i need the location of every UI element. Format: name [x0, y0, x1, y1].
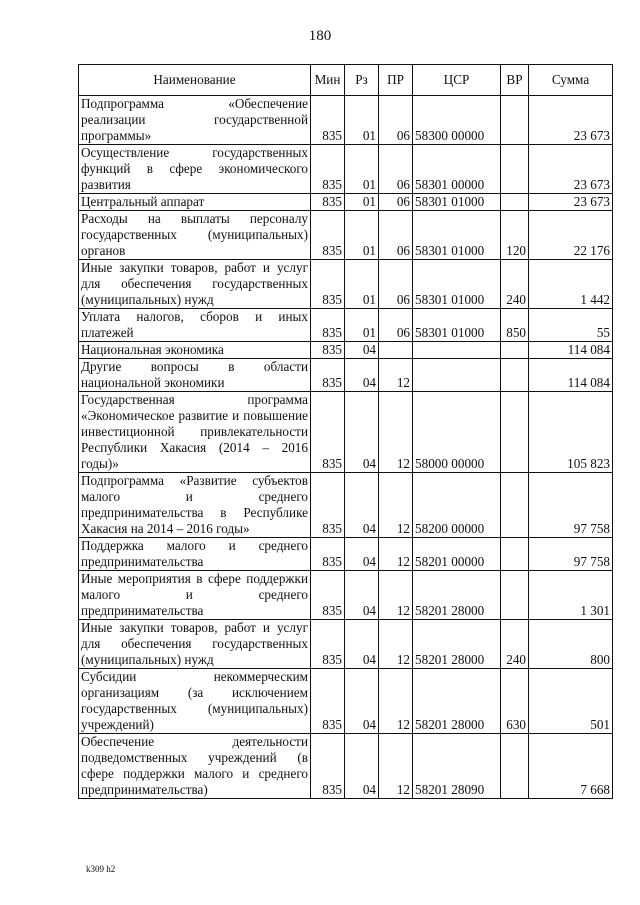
table-row	[79, 96, 613, 145]
row-sum-cell: 800	[529, 620, 613, 669]
row-name-cell: Субсидии некоммерческим организациям (за исключением государственных (муниципальных) учреждений)	[79, 669, 311, 734]
page-number: 180	[308, 28, 332, 44]
row-csr-cell: 58201 28090	[413, 734, 501, 799]
row-sum-cell: 114 084	[529, 359, 613, 392]
row-vr-cell	[501, 96, 529, 145]
table-row	[79, 620, 613, 669]
row-name-cell: Уплата налогов, сборов и иных платежей	[79, 309, 311, 342]
header-name: Наименование	[79, 65, 311, 96]
row-sum-cell: 105 823	[529, 392, 613, 473]
footer-code: k309 h2	[86, 864, 116, 874]
row-min-cell: 835	[311, 309, 345, 342]
table-row	[79, 260, 613, 309]
row-min-cell: 835	[311, 473, 345, 538]
row-csr-cell: 58201 28000	[413, 571, 501, 620]
header-pr: ПР	[379, 65, 413, 96]
table-row	[79, 211, 613, 260]
row-pr-cell: 12	[379, 538, 413, 571]
row-csr-cell	[413, 342, 501, 359]
table-header-row	[79, 65, 613, 96]
row-rz-cell: 01	[345, 260, 379, 309]
row-csr-cell: 58201 00000	[413, 538, 501, 571]
row-sum-cell: 1 301	[529, 571, 613, 620]
row-pr-cell: 06	[379, 260, 413, 309]
row-rz-cell: 01	[345, 194, 379, 211]
row-csr-cell: 58301 00000	[413, 145, 501, 194]
row-vr-cell: 850	[501, 309, 529, 342]
row-rz-cell: 04	[345, 359, 379, 392]
row-min-cell: 835	[311, 734, 345, 799]
row-vr-cell	[501, 392, 529, 473]
row-name-cell: Иные закупки товаров, работ и услуг для обеспечения государственных (муниципальных) нужд	[79, 260, 311, 309]
row-rz-cell: 04	[345, 392, 379, 473]
row-pr-cell: 12	[379, 392, 413, 473]
row-csr-cell: 58200 00000	[413, 473, 501, 538]
row-vr-cell: 240	[501, 260, 529, 309]
row-rz-cell: 04	[345, 571, 379, 620]
row-pr-cell: 12	[379, 571, 413, 620]
row-vr-cell	[501, 194, 529, 211]
row-pr-cell: 06	[379, 96, 413, 145]
row-rz-cell: 04	[345, 669, 379, 734]
row-name-cell: Подпрограмма «Обеспечение реализации государственной программы»	[79, 96, 311, 145]
table-row	[79, 342, 613, 359]
row-min-cell: 835	[311, 669, 345, 734]
row-min-cell: 835	[311, 96, 345, 145]
row-sum-cell: 501	[529, 669, 613, 734]
table-row	[79, 669, 613, 734]
table-row	[79, 571, 613, 620]
row-min-cell: 835	[311, 342, 345, 359]
table-row	[79, 309, 613, 342]
row-sum-cell: 114 084	[529, 342, 613, 359]
row-min-cell: 835	[311, 145, 345, 194]
header-csr: ЦСР	[413, 65, 501, 96]
row-vr-cell: 630	[501, 669, 529, 734]
table-row	[79, 145, 613, 194]
row-csr-cell: 58301 01000	[413, 194, 501, 211]
row-sum-cell: 97 758	[529, 473, 613, 538]
row-rz-cell: 04	[345, 734, 379, 799]
header-vr: ВР	[501, 65, 529, 96]
budget-table	[78, 64, 613, 799]
row-sum-cell: 22 176	[529, 211, 613, 260]
row-pr-cell: 12	[379, 359, 413, 392]
row-min-cell: 835	[311, 538, 345, 571]
header-sum: Сумма	[529, 65, 613, 96]
header-rz: Рз	[345, 65, 379, 96]
row-rz-cell: 01	[345, 145, 379, 194]
row-rz-cell: 01	[345, 309, 379, 342]
row-name-cell: Национальная экономика	[79, 342, 311, 359]
table-body	[79, 96, 613, 799]
row-sum-cell: 7 668	[529, 734, 613, 799]
row-pr-cell: 12	[379, 473, 413, 538]
row-csr-cell: 58000 00000	[413, 392, 501, 473]
row-csr-cell: 58301 01000	[413, 260, 501, 309]
row-sum-cell: 23 673	[529, 194, 613, 211]
row-name-cell: Иные закупки товаров, работ и услуг для обеспечения государственных (муниципальных) нужд	[79, 620, 311, 669]
table-row	[79, 538, 613, 571]
row-sum-cell: 23 673	[529, 96, 613, 145]
row-rz-cell: 04	[345, 538, 379, 571]
row-pr-cell: 06	[379, 211, 413, 260]
row-csr-cell: 58301 01000	[413, 211, 501, 260]
row-sum-cell: 55	[529, 309, 613, 342]
row-name-cell: Другие вопросы в области национальной экономики	[79, 359, 311, 392]
row-name-cell: Обеспечение деятельности подведомственных учреждений (в сфере поддержки малого и среднего предпринимательства)	[79, 734, 311, 799]
row-sum-cell: 97 758	[529, 538, 613, 571]
row-csr-cell	[413, 359, 501, 392]
row-vr-cell	[501, 359, 529, 392]
row-csr-cell: 58301 01000	[413, 309, 501, 342]
row-rz-cell: 04	[345, 473, 379, 538]
row-pr-cell: 06	[379, 194, 413, 211]
row-min-cell: 835	[311, 571, 345, 620]
row-csr-cell: 58201 28000	[413, 620, 501, 669]
row-rz-cell: 01	[345, 96, 379, 145]
table-row	[79, 392, 613, 473]
row-pr-cell: 06	[379, 309, 413, 342]
row-min-cell: 835	[311, 260, 345, 309]
row-csr-cell: 58201 28000	[413, 669, 501, 734]
row-vr-cell	[501, 571, 529, 620]
row-sum-cell: 23 673	[529, 145, 613, 194]
row-min-cell: 835	[311, 194, 345, 211]
row-rz-cell: 01	[345, 211, 379, 260]
row-name-cell: Подпрограмма «Развитие субъектов малого и среднего предпринимательства в Республике Хакасия на 2014 – 2016 годы»	[79, 473, 311, 538]
row-vr-cell	[501, 145, 529, 194]
row-vr-cell	[501, 342, 529, 359]
row-name-cell: Поддержка малого и среднего предпринимательства	[79, 538, 311, 571]
row-pr-cell: 12	[379, 734, 413, 799]
row-sum-cell: 1 442	[529, 260, 613, 309]
row-min-cell: 835	[311, 359, 345, 392]
row-csr-cell: 58300 00000	[413, 96, 501, 145]
row-pr-cell: 06	[379, 145, 413, 194]
row-min-cell: 835	[311, 620, 345, 669]
row-vr-cell: 240	[501, 620, 529, 669]
row-name-cell: Осуществление государственных функций в сфере экономического развития	[79, 145, 311, 194]
row-vr-cell	[501, 538, 529, 571]
table-row	[79, 359, 613, 392]
row-name-cell: Государственная программа «Экономическое развитие и повышение инвестиционной привлекательности Республики Хакасия (2014 – 2016 годы)»	[79, 392, 311, 473]
row-pr-cell	[379, 342, 413, 359]
row-name-cell: Расходы на выплаты персоналу государственных (муниципальных) органов	[79, 211, 311, 260]
table-row	[79, 194, 613, 211]
row-vr-cell: 120	[501, 211, 529, 260]
row-min-cell: 835	[311, 211, 345, 260]
table-row	[79, 473, 613, 538]
table-row	[79, 734, 613, 799]
row-pr-cell: 12	[379, 669, 413, 734]
row-rz-cell: 04	[345, 342, 379, 359]
row-rz-cell: 04	[345, 620, 379, 669]
row-name-cell: Иные мероприятия в сфере поддержки малого и среднего предпринимательства	[79, 571, 311, 620]
row-vr-cell	[501, 473, 529, 538]
row-vr-cell	[501, 734, 529, 799]
row-pr-cell: 12	[379, 620, 413, 669]
header-min: Мин	[311, 65, 345, 96]
row-name-cell: Центральный аппарат	[79, 194, 311, 211]
row-min-cell: 835	[311, 392, 345, 473]
